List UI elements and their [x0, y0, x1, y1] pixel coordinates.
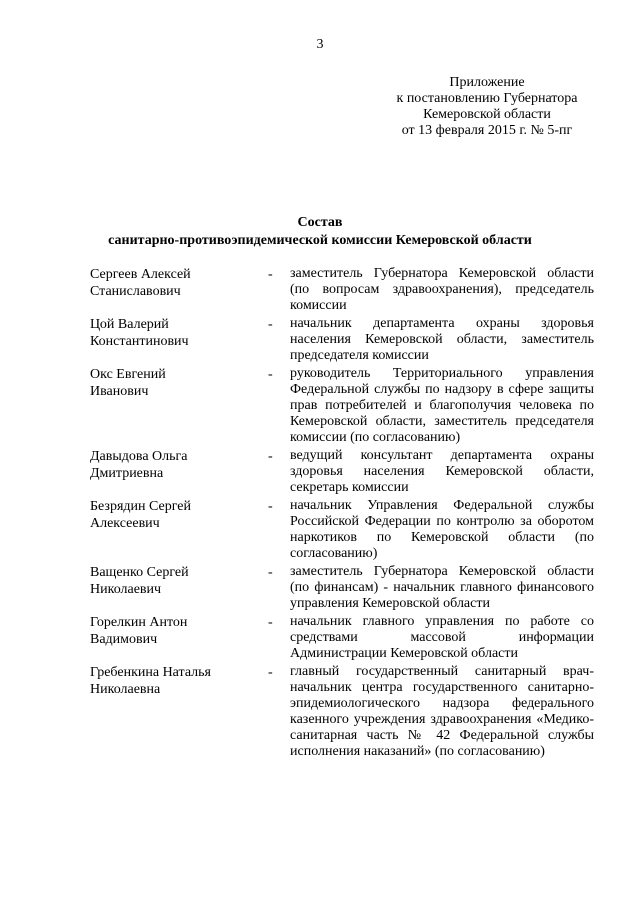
member-role: начальник главного управления по работе со средствами массовой информации Администрации Кемеровской области: [290, 614, 594, 661]
appendix-line-2: к постановлению Губернатора: [396, 91, 578, 106]
member-role: руководитель Территориального управления Федеральной службы по надзору в сфере защиты прав потребителей и благополучия человека по Кемеровской области, заместитель председателя комиссии (по согласованию): [290, 366, 594, 445]
appendix-line-1: Приложение: [449, 75, 525, 90]
member-surname-first-name: Цой Валерий: [90, 317, 169, 332]
member-patronymic: Дмитриевна: [90, 466, 164, 481]
member-patronymic: Константинович: [90, 334, 189, 349]
member-name: [90, 564, 268, 598]
member-dash: -: [268, 449, 273, 464]
member-surname-first-name: Горелкин Антон: [90, 615, 188, 630]
title-line-1: Состав: [297, 215, 343, 230]
member-dash: -: [268, 367, 273, 382]
appendix-line-4: от 13 февраля 2015 г. № 5-пг: [401, 123, 573, 138]
member-entry: [90, 448, 596, 496]
member-dash: -: [268, 665, 273, 680]
member-name: [90, 366, 268, 400]
member-name: [90, 448, 268, 482]
title-line-2: санитарно-противоэпидемической комиссии Кемеровской области: [108, 233, 532, 248]
member-patronymic: Станиславович: [90, 284, 181, 299]
member-patronymic: Вадимович: [90, 632, 158, 647]
member-entry: [90, 664, 596, 760]
member-patronymic: Алексеевич: [90, 516, 160, 531]
member-dash: -: [268, 317, 273, 332]
commission-members-list: [90, 266, 596, 760]
member-entry: [90, 266, 596, 314]
member-surname-first-name: Окс Евгений: [90, 367, 166, 382]
member-entry: [90, 564, 596, 612]
member-entry: [90, 316, 596, 364]
member-role: ведущий консультант департамента охраны здоровья населения Кемеровской области, секретарь комиссии: [290, 448, 594, 495]
member-surname-first-name: Ващенко Сергей: [90, 565, 189, 580]
member-surname-first-name: Сергеев Алексей: [90, 267, 191, 282]
member-patronymic: Николаевна: [90, 682, 161, 697]
member-surname-first-name: Безрядин Сергей: [90, 499, 191, 514]
appendix-block: [372, 75, 602, 139]
member-role: начальник Управления Федеральной службы Российской Федерации по контролю за оборотом наркотиков по Кемеровской области (по согласованию): [290, 498, 594, 561]
appendix-line-3: Кемеровской области: [423, 107, 551, 122]
member-entry: [90, 498, 596, 562]
member-role: заместитель Губернатора Кемеровской области (по вопросам здравоохранения), председатель комиссии: [290, 266, 594, 313]
member-role: начальник департамента охраны здоровья населения Кемеровской области, заместитель председателя комиссии: [290, 316, 594, 363]
page-number: 3: [316, 37, 324, 52]
member-patronymic: Николаевич: [90, 582, 162, 597]
member-name: [90, 266, 268, 300]
document-title: [60, 214, 580, 250]
member-entry: [90, 366, 596, 446]
member-role: главный государственный санитарный врач-начальник центра государственного санитарно-эпидемиологического надзора федерального казенного учреждения здравоохранения «Медико-санитарная часть № 42 Федеральной службы исполнения наказаний» (по согласованию): [290, 664, 594, 759]
member-dash: -: [268, 499, 273, 514]
member-name: [90, 614, 268, 648]
member-name: [90, 316, 268, 350]
member-surname-first-name: Гребенкина Наталья: [90, 665, 211, 680]
member-role: заместитель Губернатора Кемеровской области (по финансам) - начальник главного финансового управления Кемеровской области: [290, 564, 594, 611]
member-surname-first-name: Давыдова Ольга: [90, 449, 188, 464]
member-patronymic: Иванович: [90, 384, 149, 399]
member-name: [90, 498, 268, 532]
member-dash: -: [268, 267, 273, 282]
member-dash: -: [268, 615, 273, 630]
member-name: [90, 664, 268, 698]
member-dash: -: [268, 565, 273, 580]
member-entry: [90, 614, 596, 662]
